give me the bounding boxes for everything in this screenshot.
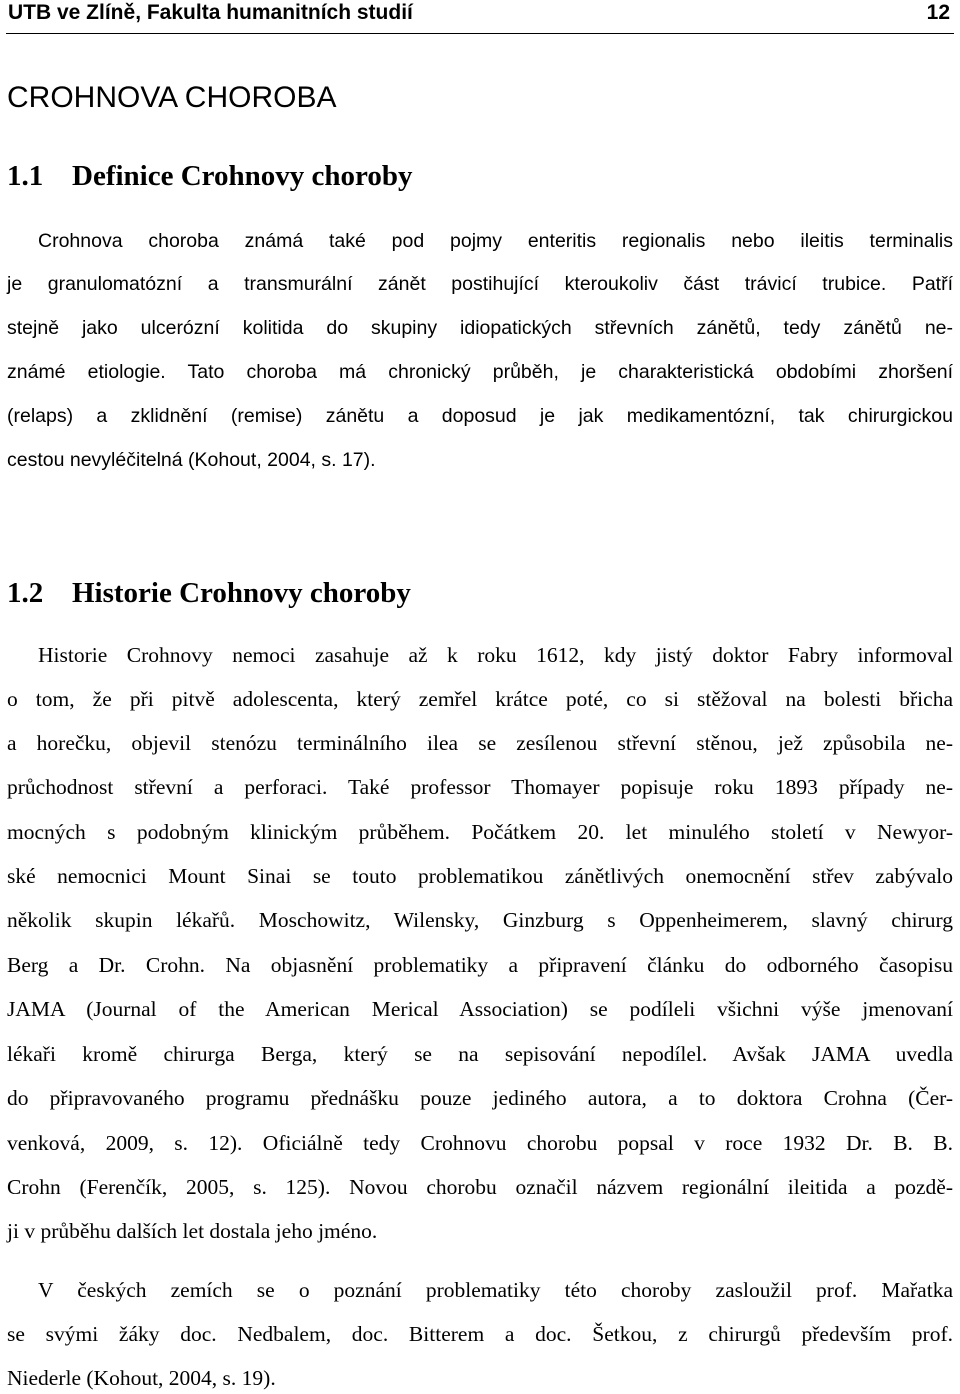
text-line: stejně jako ulcerózní kolitida do skupiny idiopatických střevních zánětů, tedy zánětů ne- <box>7 317 953 339</box>
text-line: Berg a Dr. Crohn. Na objasnění problematiky a připravení článku do odborného časopisu <box>7 953 953 977</box>
text-line: Crohn (Ferenčík, 2005, s. 125). Novou chorobu označil názvem regionální ileitida a pozdě- <box>7 1175 953 1199</box>
text-line: několik skupin lékařů. Moschowitz, Wilensky, Ginzburg s Oppenheimerem, slavný chirurg <box>7 908 953 932</box>
text-line: známé etiologie. Tato choroba má chronický průběh, je charakteristická obdobími zhoršení <box>7 361 953 383</box>
text-line: se svými žáky doc. Nedbalem, doc. Bitterem a doc. Šetkou, z chirurgů především prof. <box>7 1322 953 1346</box>
section-title: Historie Crohnovy choroby <box>72 577 411 609</box>
text-line: Crohnova choroba známá také pod pojmy enteritis regionalis nebo ileitis terminalis <box>38 230 953 252</box>
text-line: ji v průběhu dalších let dostala jeho jméno. <box>7 1219 378 1243</box>
section-title: Definice Crohnovy choroby <box>72 160 413 192</box>
text-line: venková, 2009, s. 12). Oficiálně tedy Crohnovu chorobu popsal v roce 1932 Dr. B. B. <box>7 1131 953 1155</box>
text-line: o tom, že při pitvě adolescenta, který zemřel krátce poté, co si stěžoval na bolesti břicha <box>7 687 953 711</box>
text-line: Niederle (Kohout, 2004, s. 19). <box>7 1366 276 1390</box>
running-header <box>6 0 954 30</box>
section-heading-definition <box>7 158 412 194</box>
chapter-title: CROHNOVA CHOROBA <box>7 81 337 114</box>
text-line: mocných s podobným klinickým průběhem. Počátkem 20. let minulého století v Newyor- <box>7 820 953 844</box>
text-line: (relaps) a zklidnění (remise) zánětu a doposud je jak medikamentózní, tak chirurgickou <box>7 405 953 427</box>
section-number: 1.2 <box>7 577 44 609</box>
text-line: V českých zemích se o poznání problematiky této choroby zasloužil prof. Mařatka <box>38 1278 953 1302</box>
section-number: 1.1 <box>7 160 44 192</box>
text-line: JAMA (Journal of the American Merical Association) se podíleli všichni výše jmenovaní <box>7 997 953 1021</box>
section-heading-history <box>7 575 411 611</box>
text-line: cestou nevyléčitelná (Kohout, 2004, s. 17). <box>7 449 376 471</box>
text-line: lékaři kromě chirurga Berga, který se na sepisování nepodílel. Avšak JAMA uvedla <box>7 1042 953 1066</box>
text-line: do připravovaného programu přednášku pouze jediného autora, a to doktora Crohna (Čer- <box>7 1086 953 1110</box>
text-line: a horečku, objevil stenózu terminálního ilea se zesílenou střevní stěnou, jež způsobila ne- <box>7 731 953 755</box>
text-line: průchodnost střevní a perforaci. Také professor Thomayer popisuje roku 1893 případy ne- <box>7 775 953 799</box>
page-number: 12 <box>926 1 950 24</box>
text-line: je granulomatózní a transmurální zánět postihující kteroukoliv část trávicí trubice. Patří <box>7 273 953 295</box>
text-line: ské nemocnici Mount Sinai se touto problematikou zánětlivých onemocnění střev zabývalo <box>7 864 953 888</box>
text-line: Historie Crohnovy nemoci zasahuje až k roku 1612, kdy jistý doktor Fabry informoval <box>38 643 953 667</box>
header-title: UTB ve Zlíně, Fakulta humanitních studií <box>8 1 413 24</box>
header-rule <box>6 33 954 34</box>
